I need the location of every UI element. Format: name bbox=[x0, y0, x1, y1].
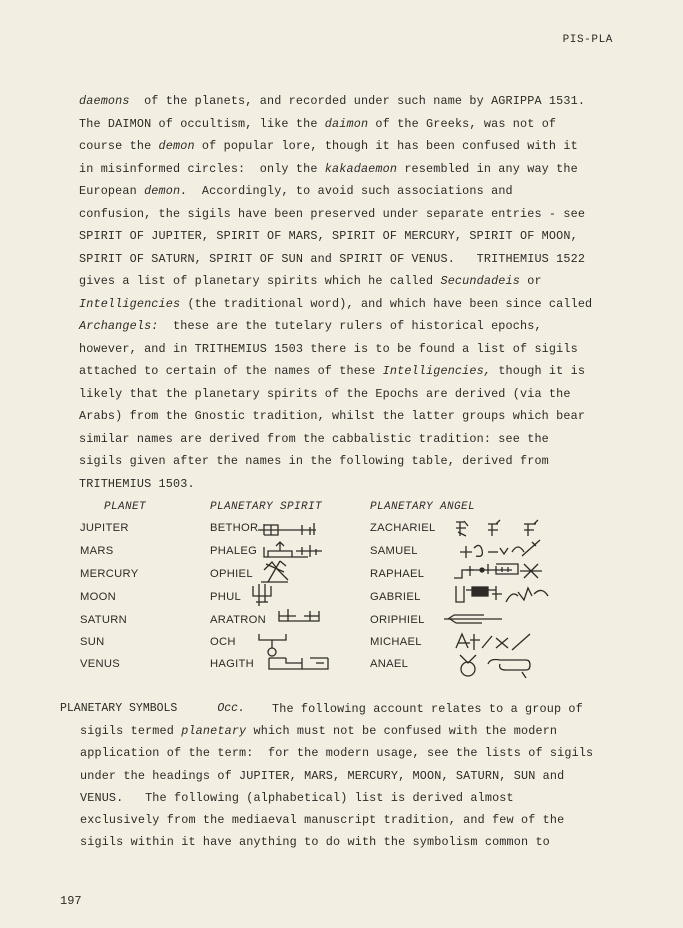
text-segment: sigils within it have anything to do with the symbolism common to bbox=[80, 835, 550, 850]
italic-text: Intelligencies, bbox=[382, 364, 492, 378]
text-line bbox=[79, 387, 683, 401]
entry-tag: Occ. bbox=[217, 702, 245, 715]
planet-name: MERCURY bbox=[80, 568, 139, 580]
entry-term: PLANETARY SYMBOLS bbox=[60, 702, 178, 715]
text-segment: these are the tutelary rulers of historical epochs, bbox=[158, 319, 542, 333]
text-segment: Arabs) from the Gnostic tradition, whilst the latter groups which bear bbox=[79, 409, 586, 423]
text-line bbox=[80, 813, 683, 827]
angel-name: ORIPHIEL bbox=[370, 614, 425, 626]
text-segment: The following account relates to a group of bbox=[272, 702, 583, 716]
text-line bbox=[79, 252, 683, 266]
sigil-hagith-icon bbox=[266, 654, 332, 672]
sigil-gabriel-icon bbox=[452, 582, 552, 608]
text-segment: confusion, the sigils have been preserved under separate entries - see bbox=[79, 206, 586, 221]
text-segment: exclusively from the mediaeval manuscript tradition, and few of the bbox=[80, 813, 565, 827]
text-segment: European bbox=[79, 184, 145, 198]
text-line bbox=[79, 274, 683, 288]
italic-text: Archangels: bbox=[79, 319, 159, 333]
text-segment: gives a list of planetary spirits which he called bbox=[79, 274, 441, 288]
angel-name: GABRIEL bbox=[370, 591, 421, 603]
text-line bbox=[79, 139, 683, 153]
text-line bbox=[79, 432, 683, 446]
angel-name: ZACHARIEL bbox=[370, 522, 436, 534]
text-line bbox=[79, 229, 683, 243]
text-segment: course the bbox=[79, 139, 159, 153]
text-segment: or bbox=[520, 274, 542, 288]
text-segment: of the planets, and recorded under such name by AGRIPPA 1531. bbox=[129, 94, 586, 108]
text-segment: VENUS. The following (alphabetical) list is derived almost bbox=[80, 790, 514, 805]
spirit-name: PHUL bbox=[210, 591, 242, 603]
text-segment: of the Greeks, was not of bbox=[368, 116, 557, 131]
sigil-zachariel-icon bbox=[452, 518, 560, 540]
spirit-name: BETHOR bbox=[210, 522, 259, 534]
spirit-name: ARATRON bbox=[210, 614, 266, 626]
sigil-phaleg-icon bbox=[262, 541, 324, 559]
angel-name: SAMUEL bbox=[370, 545, 418, 557]
angel-name: MICHAEL bbox=[370, 636, 422, 648]
text-line bbox=[79, 117, 683, 131]
text-line bbox=[80, 769, 683, 783]
sigil-raphael-icon bbox=[452, 560, 552, 584]
text-line bbox=[80, 746, 683, 760]
text-line bbox=[79, 477, 683, 491]
planet-name: MARS bbox=[80, 545, 114, 557]
entry-headword bbox=[60, 702, 245, 715]
italic-text: demon bbox=[158, 139, 195, 153]
text-segment: SPIRIT OF JUPITER, SPIRIT OF MARS, SPIRIT OF MERCURY, SPIRIT OF MOON, bbox=[79, 229, 578, 243]
text-segment: attached to certain of the names of these bbox=[79, 364, 383, 378]
sigil-aratron-icon bbox=[276, 607, 322, 625]
italic-text: Secundadeis bbox=[440, 274, 520, 288]
text-segment: in misinformed circles: only the bbox=[79, 161, 325, 176]
text-segment: sigils given after the names in the following table, derived from bbox=[79, 454, 549, 468]
text-segment: resembled in any way the bbox=[397, 161, 578, 176]
text-segment: of popular lore, though it has been confused with it bbox=[194, 139, 578, 153]
italic-text: daimon bbox=[324, 116, 369, 131]
text-line bbox=[272, 702, 683, 716]
text-segment: though it is bbox=[491, 364, 586, 378]
text-segment: The DAIMON of occultism, like the bbox=[79, 116, 325, 131]
angel-name: RAPHAEL bbox=[370, 568, 425, 580]
text-segment: application of the term: for the modern usage, see the lists of sigils bbox=[80, 746, 594, 761]
planet-name: SUN bbox=[80, 636, 105, 648]
spirit-name: PHALEG bbox=[210, 545, 258, 557]
italic-text: demon. bbox=[144, 184, 188, 198]
italic-text: kakadaemon bbox=[324, 161, 398, 176]
text-segment: which must not be confused with the modern bbox=[246, 724, 558, 739]
italic-text: Intelligencies bbox=[79, 296, 181, 311]
sigil-bethor-icon bbox=[256, 521, 318, 539]
text-segment: TRITHEMIUS 1503. bbox=[79, 476, 195, 491]
angel-name: ANAEL bbox=[370, 658, 409, 670]
text-segment: likely that the planetary spirits of the Epochs are derived (via the bbox=[79, 386, 571, 401]
table-header-angel: PLANETARY ANGEL bbox=[370, 501, 476, 513]
sigil-phul-icon bbox=[250, 582, 274, 608]
text-segment: Accordingly, to avoid such associations and bbox=[187, 184, 513, 198]
table-header-spirit: PLANETARY SPIRIT bbox=[210, 501, 323, 513]
planet-name: VENUS bbox=[80, 658, 121, 670]
sigil-oriphiel-icon bbox=[442, 612, 504, 626]
spirit-name: HAGITH bbox=[210, 658, 255, 670]
page-number: 197 bbox=[60, 894, 82, 908]
text-segment: SPIRIT OF SATURN, SPIRIT OF SUN and SPIRIT OF VENUS. TRITHEMIUS 1522 bbox=[79, 251, 586, 266]
text-segment: sigils termed bbox=[80, 724, 182, 739]
table-header-planet: PLANET bbox=[104, 501, 147, 513]
text-line bbox=[79, 342, 683, 356]
text-line bbox=[79, 297, 683, 311]
text-line bbox=[80, 791, 683, 805]
text-line bbox=[79, 162, 683, 176]
spirit-name: OPHIEL bbox=[210, 568, 253, 580]
text-segment: (the traditional word), and which have been since called bbox=[180, 296, 593, 311]
sigil-anael-icon bbox=[456, 652, 540, 680]
planet-name: SATURN bbox=[80, 614, 127, 626]
sigil-ophiel-icon bbox=[258, 558, 292, 584]
spirit-name: OCH bbox=[210, 636, 236, 648]
text-line bbox=[80, 724, 683, 738]
italic-text: daemons bbox=[79, 94, 130, 108]
text-line bbox=[79, 364, 683, 378]
text-line bbox=[79, 184, 683, 198]
running-head: PIS-PLA bbox=[562, 34, 613, 46]
planet-name: MOON bbox=[80, 591, 117, 603]
text-segment: under the headings of JUPITER, MARS, MERCURY, MOON, SATURN, SUN and bbox=[80, 768, 565, 783]
text-line bbox=[79, 454, 683, 468]
text-line bbox=[79, 409, 683, 423]
text-line bbox=[80, 835, 683, 849]
planet-name: JUPITER bbox=[80, 522, 129, 534]
text-line bbox=[79, 207, 683, 221]
text-line bbox=[79, 319, 683, 333]
text-segment: however, and in TRITHEMIUS 1503 there is to be found a list of sigils bbox=[79, 341, 578, 356]
sigil-samuel-icon bbox=[458, 538, 544, 560]
italic-text: planetary bbox=[181, 724, 247, 739]
text-line bbox=[79, 94, 683, 108]
text-segment: similar names are derived from the cabbalistic tradition: see the bbox=[79, 431, 549, 446]
